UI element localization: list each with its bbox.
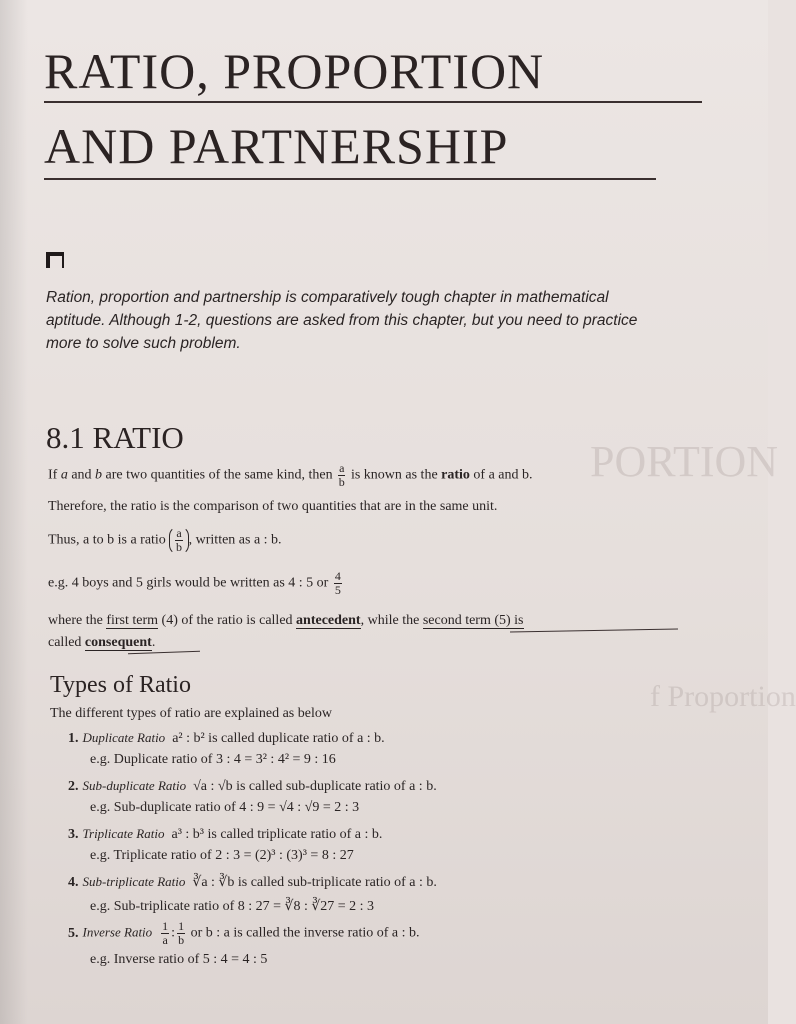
show-through-text: PORTION	[590, 437, 779, 486]
chapter-title-line-1: RATIO, PROPORTION	[44, 43, 545, 99]
section-heading: 8.1 RATIO	[46, 420, 184, 455]
ratio-comparison-text: Therefore, the ratio is the comparison of two quantities that are in the same unit.	[48, 499, 498, 514]
types-heading: Types of Ratio	[50, 672, 191, 698]
list-item: 1. Duplicate Ratio a² : b² is called duplicate ratio of a : b.	[68, 730, 385, 746]
ratio-definition: If a and b are two quantities of the same kind, then $\frac{a}{b}$ is known as the ratio of a and b.	[48, 461, 533, 489]
antecedent-text: where the first term (4) of the ratio is called antecedent, while the second term (5) is	[48, 613, 524, 628]
fraction-paren: $\frac{a}{b}$	[169, 526, 188, 555]
fraction-4-over-5: $\frac{4}{5}$	[334, 569, 341, 597]
ratio-notation-text: Thus, a to b is a ratio $\frac{a}{b}$ , written as a : b.	[48, 526, 282, 554]
fraction-a-over-b: $\frac{a}{b}$	[338, 461, 345, 489]
intro-bullet-icon	[46, 252, 64, 268]
list-item-example: e.g. Inverse ratio of 5 : 4 = 4 : 5	[90, 952, 268, 967]
show-through-text: f Proportion	[650, 680, 796, 713]
intro-paragraph: Ration, proportion and partnership is comparatively tough chapter in mathematical aptitude. Although 1-2, questions are asked from this chapter, but you need to practice more to solve such problem.	[46, 289, 638, 352]
title-rule-1	[44, 101, 702, 103]
list-item-example: e.g. Sub-triplicate ratio of 8 : 27 = ∛8 : ∛27 = 2 : 3	[90, 899, 375, 914]
chapter-title-line-2: AND PARTNERSHIP	[44, 118, 509, 174]
list-item: 2. Sub-duplicate Ratio √a : √b is called sub-duplicate ratio of a : b.	[68, 778, 437, 794]
list-item-example: e.g. Triplicate ratio of 2 : 3 = (2)³ : (3)³ = 8 : 27	[90, 848, 354, 863]
list-item-example: e.g. Duplicate ratio of 3 : 4 = 3² : 4² = 9 : 16	[90, 752, 336, 767]
list-item: 3. Triplicate Ratio a³ : b³ is called triplicate ratio of a : b.	[68, 826, 383, 842]
list-item-example: e.g. Sub-duplicate ratio of 4 : 9 = √4 : √9 = 2 : 3	[90, 800, 360, 815]
list-item: 4. Sub-triplicate Ratio ∛a : ∛b is called sub-triplicate ratio of a : b.	[68, 874, 437, 890]
title-rule-2	[44, 178, 656, 180]
types-intro: The different types of ratio are explained as below	[50, 706, 332, 721]
ratio-example-text: e.g. 4 boys and 5 girls would be written as 4 : 5 or $\frac{4}{5}$	[48, 569, 341, 597]
consequent-text: called consequent.	[48, 635, 156, 650]
list-item: 5. Inverse Ratio $\frac{1}{a}$ : $\frac{1}{b}$ or b : a is called the inverse ratio of a : b.	[68, 919, 420, 947]
page-gutter-shadow	[0, 0, 28, 1024]
pen-underline	[128, 651, 200, 655]
pen-underline	[510, 629, 678, 633]
